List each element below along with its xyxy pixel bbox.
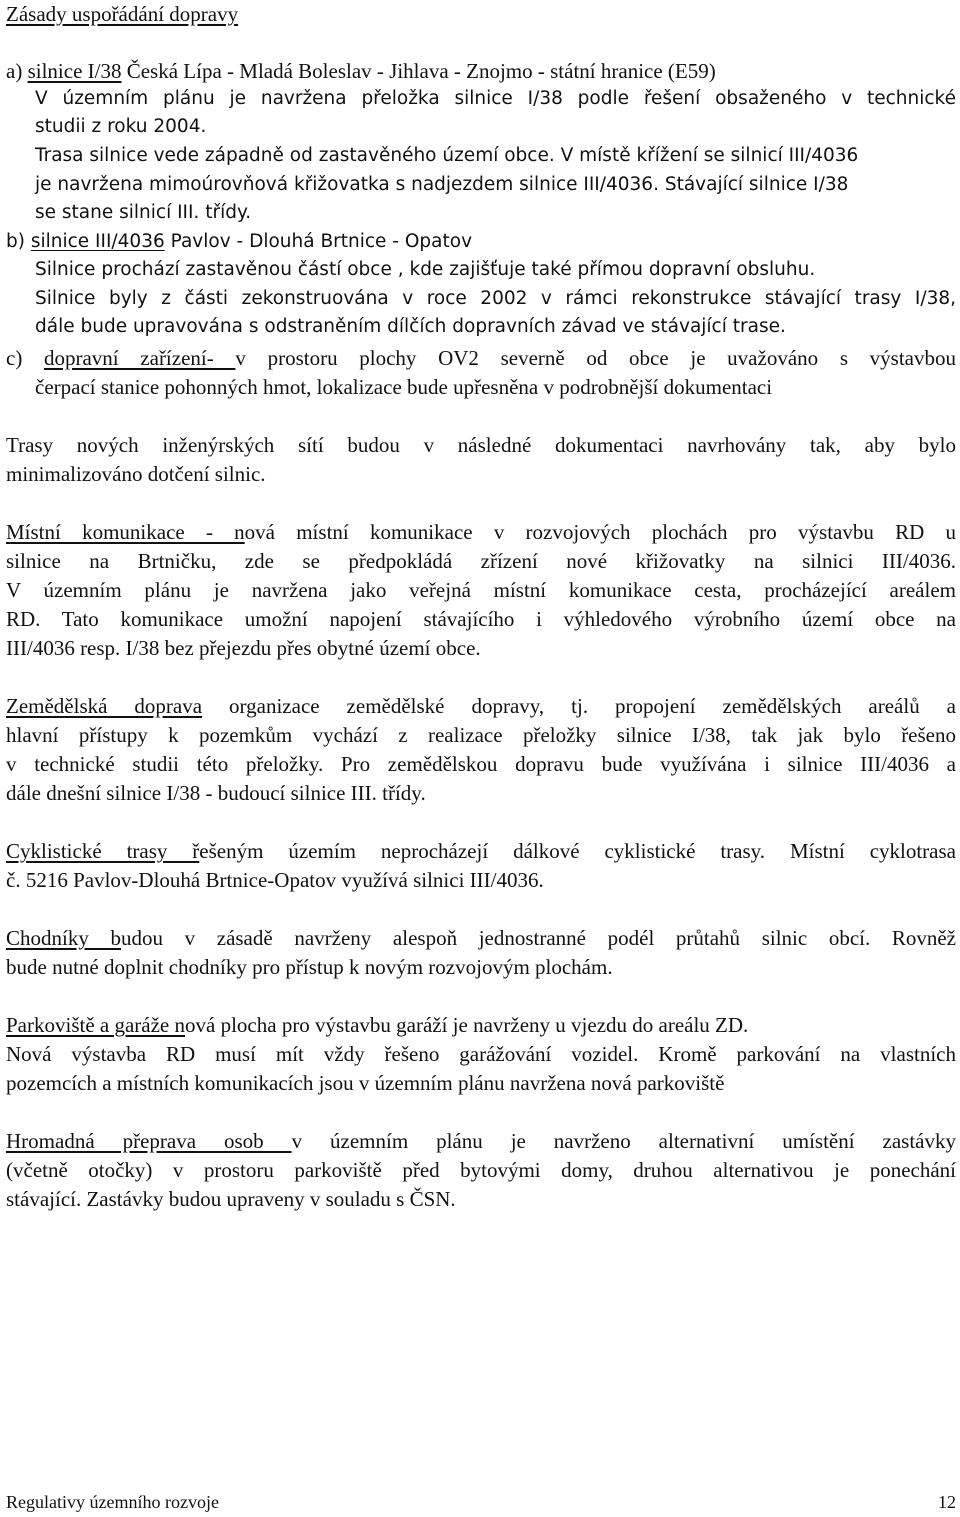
section-heading: Zásady uspořádání dopravy [6,2,239,26]
item-a-line: Trasa silnice vede západně od zastavěného území obce. V místě křížení se silnicí III/4036 [35,145,859,166]
item-b-line: dále bude upravována s odstraněním dílčích dopravních závad ve stávající trase. [35,316,786,337]
item-c-line: čerpací stanice pohonných hmot, lokalizace bude upřesněna v podrobnější dokumentaci [35,375,773,399]
paragraph-cyklisticke-line: č. 5216 Pavlov-Dlouhá Brtnice-Opatov využívá silnici III/4036. [6,868,544,892]
paragraph-mistni-line: III/4036 resp. I/38 bez přejezdu přes obytné území obce. [6,636,481,660]
item-a-road: silnice I/38 [27,59,122,83]
term-hromadna-preprava: Hromadná přeprava osob [6,1129,292,1153]
item-a-line: se stane silnicí III. třídy. [35,202,252,223]
item-a-line: V územním plánu je navržena přeložka silnice I/38 podle řešení obsaženého v technické [35,88,956,109]
paragraph-hromadna-first: Hromadná přeprava osob v územním plánu je navrženo alternativní umístění zastávky [6,1129,956,1153]
term-parkoviste-garaze: Parkoviště a garáže n [6,1013,186,1037]
paragraph-parkoviste-line: Nová výstavba RD musí mít vždy řešeno garážování vozidel. Kromě parkování na vlastních [6,1042,956,1066]
paragraph-hromadna-line: stávající. Zastávky budou upraveny v souladu s ČSN. [6,1187,456,1211]
page-number: 12 [938,1492,956,1512]
paragraph-mistni-line: silnice na Brtničku, zde se předpokládá zřízení nové křižovatky na silnici III/4036. [6,549,956,573]
item-c-title: c) dopravní zařízení- v prostoru plochy OV2 severně od obce je uvažováno s výstavbou [6,346,956,370]
item-c-term: dopravní zařízení- [43,346,236,370]
term-zemedelska-doprava: Zemědělská doprava [6,694,203,718]
paragraph-mistni-line: V územním plánu je navržena jako veřejná místní komunikace cesta, procházející areálem [6,578,956,602]
paragraph-mistni-line: RD. Tato komunikace umožní napojení stávajícího i výhledového výrobního území obce na [6,607,956,631]
paragraph-hromadna-line: (včetně otočky) v prostoru parkoviště před bytovými domy, druhou alternativou je ponechání [6,1158,956,1182]
item-b-line: Silnice prochází zastavěnou částí obce , kde zajišťuje také přímou dopravní obsluhu. [35,259,816,280]
item-a-title: a) silnice I/38 Česká Lípa - Mladá Boleslav - Jihlava - Znojmo - státní hranice (E59) [6,59,716,83]
paragraph-chodniky-line: bude nutné doplnit chodníky pro přístup k novým rozvojovým plochám. [6,955,613,979]
paragraph-parkoviste-line: pozemcích a místních komunikacích jsou v územním plánu navržena nová parkoviště [6,1071,725,1095]
term-cyklisticke-trasy: Cyklistické trasy ř [6,839,200,863]
paragraph-cyklisticke-first: Cyklistické trasy řešeným územím neprocházejí dálkové cyklistické trasy. Místní cyklotrasa [6,839,956,863]
item-b-title: b) silnice III/4036 Pavlov - Dlouhá Brtnice - Opatov [6,231,473,252]
term-chodniky: Chodníky b [6,926,121,950]
paragraph-parkoviste-first: Parkoviště a garáže nová plocha pro výstavbu garáží je navrženy u vjezdu do areálu ZD. [6,1013,749,1037]
item-b-road: silnice III/4036 [30,231,165,252]
item-a-line: studii z roku 2004. [35,116,207,137]
term-mistni-komunikace: Místní komunikace - n [6,520,245,544]
paragraph-zemedelska-first: Zemědělská doprava organizace zemědělské dopravy, tj. propojení zemědělských areálů a [6,694,956,718]
paragraph-zemedelska-line: dále dnešní silnice I/38 - budoucí silnice III. třídy. [6,781,426,805]
paragraph-chodniky-first: Chodníky budou v zásadě navrženy alespoň jednostranné podél průtahů silnic obcí. Rovněž [6,926,957,950]
paragraph-zemedelska-line: v technické studii této přeložky. Pro zemědělskou dopravu bude využívána i silnice III/4036 a [6,752,956,776]
paragraph-mistni-first: Místní komunikace - nová místní komunikace v rozvojových plochách pro výstavbu RD u [6,520,956,544]
item-b-line: Silnice byly z části zekonstruována v roce 2002 v rámci rekonstrukce stávající trasy I/38, [35,288,956,309]
paragraph-zemedelska-line: hlavní přístupy k pozemkům vychází z realizace přeložky silnice I/38, tak jak bylo řešeno [6,723,956,747]
paragraph-trasy-line: Trasy nových inženýrských sítí budou v následné dokumentaci navrhovány tak, aby bylo [6,433,956,457]
paragraph-trasy-line: minimalizováno dotčení silnic. [6,462,266,486]
item-a-line: je navržena mimoúrovňová křižovatka s nadjezdem silnice III/4036. Stávající silnice I/38 [35,174,849,195]
footer-title: Regulativy územního rozvoje [6,1492,219,1512]
